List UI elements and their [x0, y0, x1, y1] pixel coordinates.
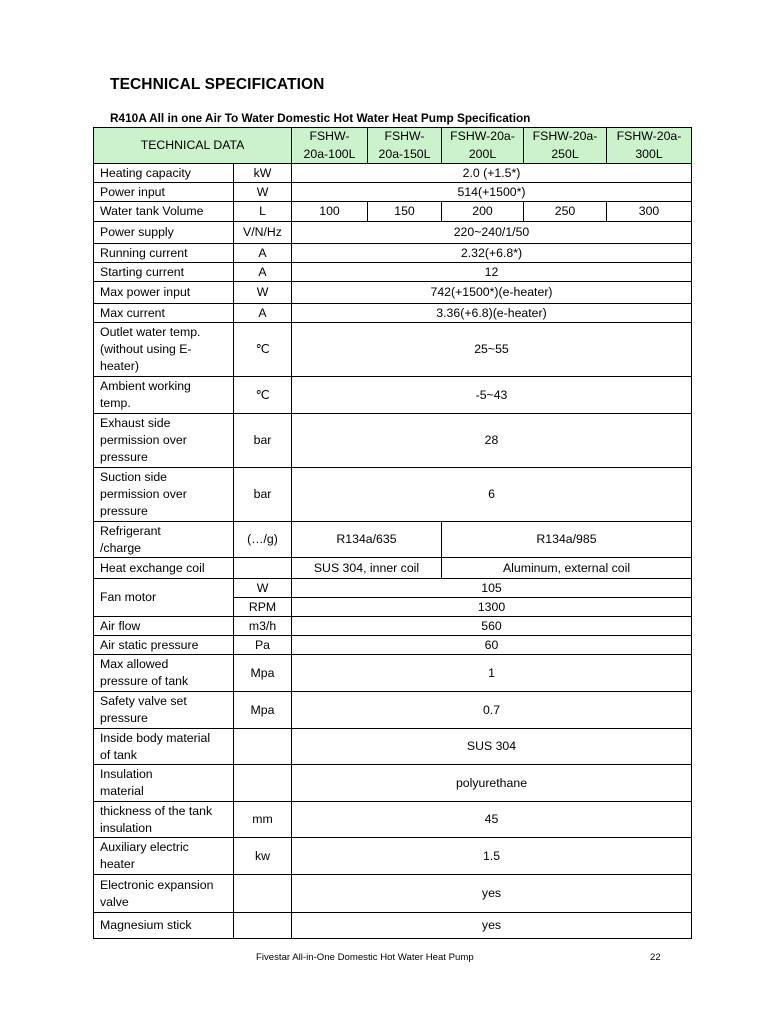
- row-unit: [234, 558, 292, 579]
- row-unit: mm: [234, 802, 292, 838]
- row-unit: ℃: [234, 323, 292, 377]
- table-row: [94, 164, 692, 183]
- row-value: 560: [292, 617, 692, 636]
- table-row: [94, 579, 692, 598]
- table-row: [94, 692, 692, 729]
- row-label: Outlet water temp. (without using E- heater): [94, 323, 234, 377]
- row-label: Refrigerant /charge: [94, 522, 234, 558]
- row-value: 12: [292, 263, 692, 282]
- table-row: [94, 875, 692, 913]
- page-title: TECHNICAL SPECIFICATION: [110, 76, 325, 93]
- row-label: Starting current: [94, 263, 234, 282]
- row-value-small-tanks: SUS 304, inner coil: [292, 558, 442, 579]
- row-value: 105: [292, 579, 692, 598]
- header-model-100l: FSHW- 20a-100L: [292, 128, 368, 164]
- table-caption: R410A All in one Air To Water Domestic Hot Water Heat Pump Specification: [110, 111, 531, 125]
- table-row: [94, 802, 692, 838]
- table-row: [94, 617, 692, 636]
- row-label: Air static pressure: [94, 636, 234, 655]
- table-row: [94, 414, 692, 468]
- table-row: [94, 913, 692, 939]
- header-model-300l: FSHW-20a- 300L: [607, 128, 692, 164]
- row-value: 45: [292, 802, 692, 838]
- row-label: Max allowed pressure of tank: [94, 655, 234, 692]
- row-unit: Mpa: [234, 692, 292, 729]
- row-unit: Pa: [234, 636, 292, 655]
- row-value: 6: [292, 468, 692, 522]
- header-model-150l: FSHW- 20a-150L: [368, 128, 442, 164]
- row-unit: A: [234, 244, 292, 263]
- row-unit: L: [234, 202, 292, 222]
- row-value: 220~240/1/50: [292, 222, 692, 244]
- row-value: 742(+1500*)(e-heater): [292, 282, 692, 304]
- row-label: Power input: [94, 183, 234, 202]
- row-unit: ℃: [234, 377, 292, 414]
- table-row: [94, 304, 692, 323]
- row-label: Heat exchange coil: [94, 558, 234, 579]
- row-unit: kW: [234, 164, 292, 183]
- row-value: SUS 304: [292, 729, 692, 765]
- row-label: Air flow: [94, 617, 234, 636]
- header-model-250l: FSHW-20a- 250L: [524, 128, 607, 164]
- row-unit: [234, 913, 292, 939]
- table-row: [94, 263, 692, 282]
- row-value: 1300: [292, 598, 692, 617]
- header-row: [94, 128, 692, 164]
- row-label: Auxiliary electric heater: [94, 838, 234, 875]
- row-unit: kw: [234, 838, 292, 875]
- row-value-large-tanks: Aluminum, external coil: [442, 558, 692, 579]
- table-row: [94, 377, 692, 414]
- footer-text: Fivestar All-in-One Domestic Hot Water Heat Pump: [256, 952, 474, 963]
- table-row: [94, 838, 692, 875]
- row-label: Power supply: [94, 222, 234, 244]
- row-value-large-tanks: R134a/985: [442, 522, 692, 558]
- row-value-250l: 250: [524, 202, 607, 222]
- table-row: [94, 522, 692, 558]
- row-value: 2.0 (+1.5*): [292, 164, 692, 183]
- row-label: Running current: [94, 244, 234, 263]
- row-label: Insulation material: [94, 765, 234, 802]
- row-value: yes: [292, 913, 692, 939]
- row-value: yes: [292, 875, 692, 913]
- row-value-200l: 200: [442, 202, 524, 222]
- row-label: Exhaust side permission over pressure: [94, 414, 234, 468]
- row-unit: A: [234, 263, 292, 282]
- row-label: Max current: [94, 304, 234, 323]
- header-model-200l: FSHW-20a- 200L: [442, 128, 524, 164]
- row-unit: W: [234, 183, 292, 202]
- row-unit: (…/g): [234, 522, 292, 558]
- table-row: [94, 765, 692, 802]
- table-row: [94, 202, 692, 222]
- row-label: Max power input: [94, 282, 234, 304]
- header-technical-data: TECHNICAL DATA: [94, 128, 292, 164]
- table-row: [94, 222, 692, 244]
- row-unit: [234, 729, 292, 765]
- row-value: 0.7: [292, 692, 692, 729]
- table-row: [94, 636, 692, 655]
- table-row: [94, 282, 692, 304]
- row-label: Suction side permission over pressure: [94, 468, 234, 522]
- row-value: 2.32(+6.8*): [292, 244, 692, 263]
- row-value-300l: 300: [607, 202, 692, 222]
- row-value: 1: [292, 655, 692, 692]
- row-value-100l: 100: [292, 202, 368, 222]
- row-unit: bar: [234, 414, 292, 468]
- row-unit: m3/h: [234, 617, 292, 636]
- table-row: [94, 323, 692, 377]
- row-label: Magnesium stick: [94, 913, 234, 939]
- row-unit: A: [234, 304, 292, 323]
- row-value: polyurethane: [292, 765, 692, 802]
- row-unit: V/N/Hz: [234, 222, 292, 244]
- table-row: [94, 558, 692, 579]
- row-value: 514(+1500*): [292, 183, 692, 202]
- table-row: [94, 655, 692, 692]
- table-row: [94, 468, 692, 522]
- table-row: [94, 183, 692, 202]
- row-value: 1.5: [292, 838, 692, 875]
- row-value: 3.36(+6.8)(e-heater): [292, 304, 692, 323]
- table-row: [94, 729, 692, 765]
- row-label: Ambient working temp.: [94, 377, 234, 414]
- row-unit: Mpa: [234, 655, 292, 692]
- row-label: Fan motor: [94, 579, 234, 617]
- row-unit: RPM: [234, 598, 292, 617]
- row-unit: W: [234, 282, 292, 304]
- row-value: 60: [292, 636, 692, 655]
- row-unit: [234, 875, 292, 913]
- row-value: 25~55: [292, 323, 692, 377]
- page-number: 22: [650, 952, 661, 963]
- row-label: Safety valve set pressure: [94, 692, 234, 729]
- row-label: thickness of the tank insulation: [94, 802, 234, 838]
- row-unit: [234, 765, 292, 802]
- row-label: Electronic expansion valve: [94, 875, 234, 913]
- row-label: Heating capacity: [94, 164, 234, 183]
- spec-table: [93, 127, 692, 939]
- row-unit: bar: [234, 468, 292, 522]
- row-value: -5~43: [292, 377, 692, 414]
- table-row: [94, 244, 692, 263]
- row-label: Inside body material of tank: [94, 729, 234, 765]
- row-value-150l: 150: [368, 202, 442, 222]
- row-value-small-tanks: R134a/635: [292, 522, 442, 558]
- row-unit: W: [234, 579, 292, 598]
- row-label: Water tank Volume: [94, 202, 234, 222]
- row-value: 28: [292, 414, 692, 468]
